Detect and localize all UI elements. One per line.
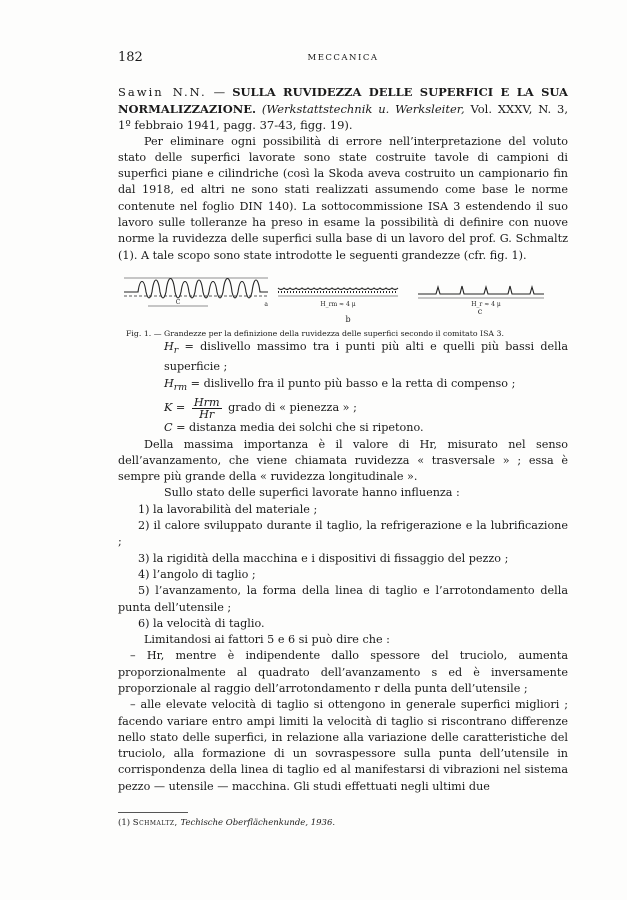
factor-5: 5) l’avanzamento, la forma della linea di taglio e l’arrotondamento della punta dell’utensile ;: [118, 584, 568, 614]
fraction-numerator: Hrm: [193, 395, 220, 409]
factor-2: 2) il calore sviluppato durante il taglio, la refrigerazione e la lubrificazione ;: [118, 519, 568, 549]
factor-6: 6) la velocità di taglio.: [138, 616, 265, 630]
footnote-text: Techische Oberflächenkunde, 1936.: [180, 818, 336, 828]
section-title: MECCANICA: [307, 53, 379, 63]
title-dash: —: [206, 85, 233, 99]
symbol-hr: H: [164, 339, 174, 353]
article-source: (Werkstattstechnik u. Werksleiter,: [261, 101, 465, 116]
point-1: – Hr, mentre è indipendente dallo spessore del truciolo, aumenta proporzionalmente al quadrato dell’avanzamento s ed è inversamente proporzionale al raggio dell’arrotondamento r della punta dell’utensile ;: [118, 649, 568, 695]
definition-k: [118, 396, 568, 420]
figure-label-c: c: [477, 306, 483, 316]
figure-sub-c: H_r ≈ 4 μ: [471, 300, 501, 308]
page-number: 182: [118, 50, 143, 65]
symbol-hr-sub: r: [173, 345, 179, 357]
roughness-profiles-drawing: [118, 270, 568, 326]
definition-hr: [118, 339, 568, 376]
footnote-author: Schmaltz,: [132, 818, 178, 828]
article-title: [118, 84, 568, 134]
article-author: Sawin N.N.: [118, 85, 207, 99]
symbol-hrm: H: [164, 376, 174, 390]
figure-sub-a: C: [175, 298, 181, 306]
figure-label-b: b: [345, 314, 351, 324]
profile-c: [418, 286, 544, 294]
definition-hrm: [118, 376, 568, 397]
footnote-rule: [118, 812, 188, 813]
figure-label-a: a: [264, 300, 268, 308]
page-body: [118, 84, 568, 795]
figure-sub-b: H_rm ≈ 4 μ: [320, 300, 356, 308]
factor-4: 4) l’angolo di taglio ;: [138, 567, 256, 581]
fraction-denominator: Hr: [199, 407, 215, 421]
influence-intro: Sullo stato delle superfici lavorate hanno influenza :: [164, 486, 460, 500]
paragraph-hr: Della massima importanza è il valore di Hr, misurato nel senso dell’avanzamento, che viene chiamata ruvidezza « trasversale » ; essa è sempre più grande della « ruvidezza longitudinale ».: [118, 437, 568, 484]
symbol-k: K: [164, 401, 173, 415]
definition-c-text: = distanza media dei solchi che si ripetono.: [172, 421, 424, 435]
footnote-number: (1): [118, 818, 131, 828]
definition-hrm-text: = dislivello fra il punto più basso e la retta di compenso ;: [187, 376, 516, 390]
point-2: – alle elevate velocità di taglio si ottengono in generale superfici migliori ; facendo variare entro ampi limiti la velocità di taglio si riscontrano differenze nello stato delle superfici, in relazione alla variazione delle caratteristiche del truciolo, alla formazione di un sovraspessore sulla punta dell’utensile in corrispondenza della linea di taglio ed al manifestarsi di vibrazioni nel sistema pezzo — utensile — macchina. Gli studi effettuati negli ultimi due: [118, 698, 568, 793]
limit-intro: Limitandosi ai fattori 5 e 6 si può dire che :: [144, 633, 390, 647]
page-header: [118, 50, 568, 66]
definition-k-text: grado di « pienezza » ;: [224, 401, 357, 415]
factor-3: 3) la rigidità della macchina e i dispositivi di fissaggio del pezzo ;: [138, 551, 509, 565]
figure-1: [118, 270, 568, 326]
profile-a: [124, 278, 268, 298]
profile-b: [278, 288, 398, 290]
symbol-k-eq: =: [172, 401, 189, 415]
article-heading: SULLA RUVIDEZZA DELLE SUPERFICI E LA SUA NORMALIZZAZIONE.: [118, 85, 568, 116]
fraction-k: [192, 397, 222, 420]
article-details: Vol. XXXV, N. 3, 1º febbraio 1941, pagg. 37-43, figg. 19).: [118, 101, 569, 132]
footnote: [118, 818, 568, 828]
definition-c: [118, 420, 568, 436]
symbol-hrm-sub: rm: [173, 381, 188, 393]
factor-1: 1) la lavorabilità del materiale ;: [138, 502, 318, 516]
symbol-c: C: [164, 421, 173, 435]
intro-paragraph: Per eliminare ogni possibilità di errore nell’interpretazione del voluto stato delle superfici lavorate sono state costruite tavole di campioni di superfici piane e cilindriche (così la Skoda aveva costruito un campionario fin dal 1918, ed altri ne sono stati realizzati assumendo come base le norme contenute nel foglio DIN 140). La sottocommissione ISA 3 estendendo il suo lavoro sulle tolleranze ha preso in esame la possibilità di definire con nuove norme la ruvidezza delle superfici sulla base di un lavoro del prof. G. Schmaltz (1). A tale scopo sono state introdotte le seguenti grandezze (cfr. fig. 1).: [118, 134, 568, 262]
definition-hr-text: = dislivello massimo tra i punti più alti e quelli più bassi della superficie ;: [164, 339, 568, 374]
figure-caption: Fig. 1. — Grandezze per la definizione della ruvidezza delle superfici secondo il comitato ISA 3.: [126, 328, 504, 338]
